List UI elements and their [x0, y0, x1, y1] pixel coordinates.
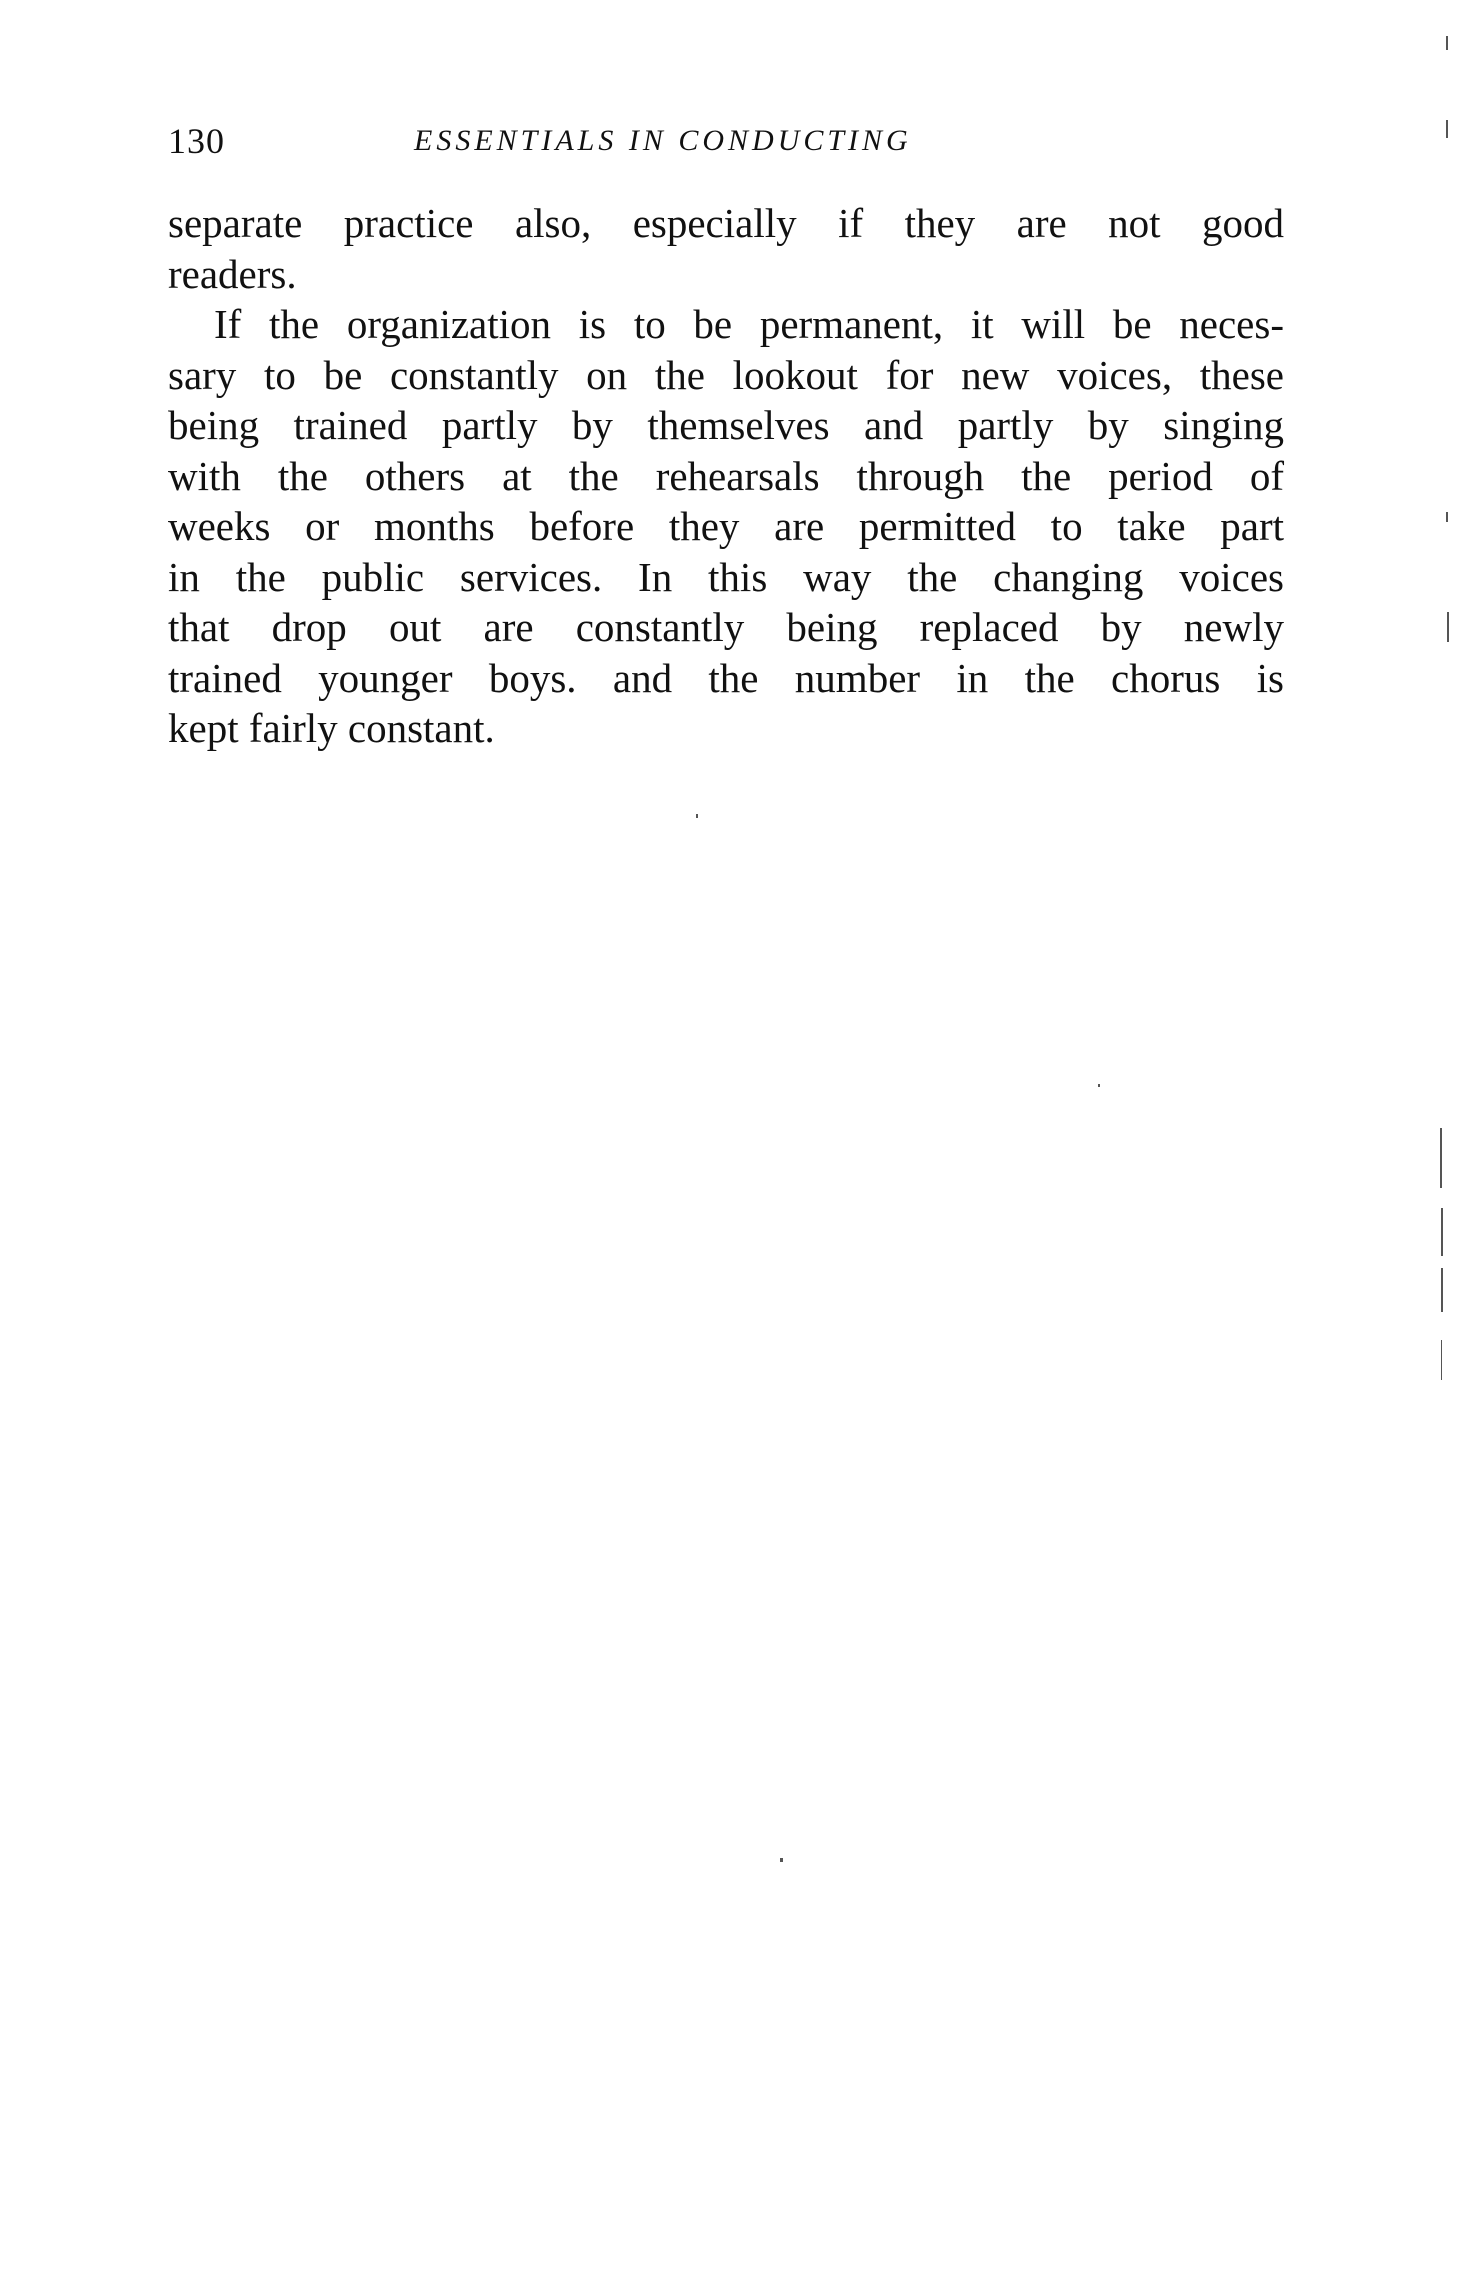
scan-artifact: [1441, 1208, 1443, 1256]
scan-artifact: [1447, 612, 1449, 642]
text-line: that drop out are constantly being replaced by newly: [168, 604, 1284, 650]
text-line: sary to be constantly on the lookout for new voices, these: [168, 351, 1284, 398]
text-line: separate practice also, especially if they are not good: [168, 200, 1284, 246]
page-number: 130: [168, 121, 225, 161]
running-head: [168, 120, 1288, 170]
scan-artifact: [1446, 36, 1448, 50]
running-title: ESSENTIALS IN CONDUCTING: [414, 124, 912, 157]
text-line: readers.: [168, 250, 297, 297]
text-line: with the others at the rehearsals through the period of: [168, 452, 1284, 499]
text-line: being trained partly by themselves and partly by singing: [168, 402, 1284, 448]
scan-artifact: [1441, 1268, 1443, 1312]
body-text: [168, 198, 1284, 754]
text-line: trained younger boys. and the number in the chorus is: [168, 654, 1284, 701]
text-line: kept fairly constant.: [168, 705, 495, 751]
text-line: in the public services. In this way the changing voices: [168, 553, 1284, 600]
scan-artifact: [1446, 120, 1448, 138]
scan-artifact: [696, 814, 698, 818]
scan-artifact: [780, 1858, 783, 1862]
scan-artifact: [1440, 1128, 1442, 1188]
paragraph-2: [168, 299, 1284, 754]
text-line: weeks or months before they are permitted to take part: [168, 503, 1284, 549]
text-line: If the organization is to be permanent, it will be neces-: [214, 301, 1284, 347]
paragraph-1: [168, 198, 1284, 299]
scan-artifact: [1446, 512, 1448, 522]
scan-artifact: [1098, 1084, 1100, 1087]
scan-artifact: [1441, 1340, 1442, 1380]
